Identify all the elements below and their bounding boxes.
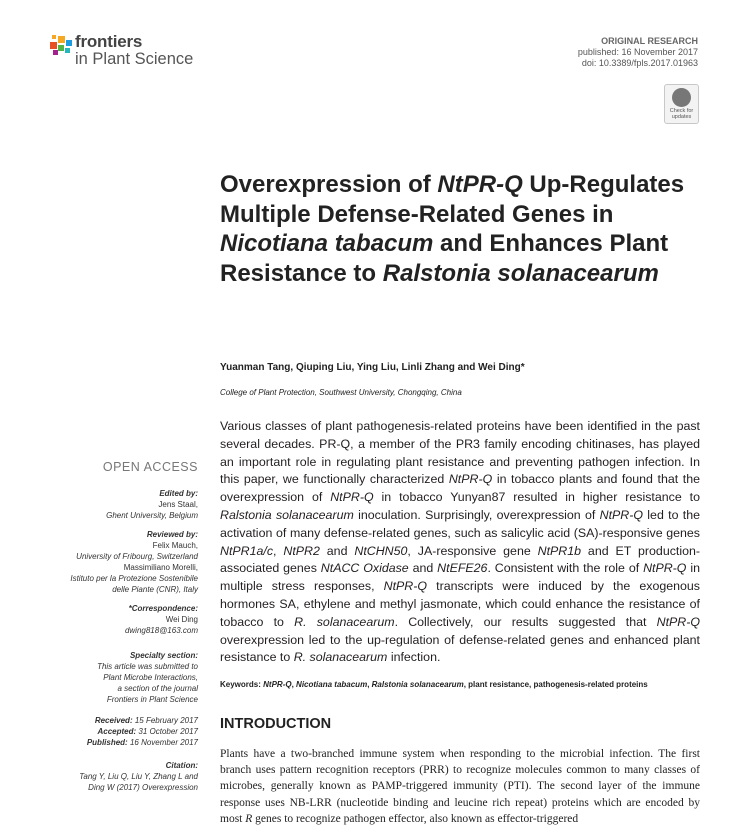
published-date: published: 16 November 2017 <box>577 47 698 57</box>
received-date: Received: 15 February 2017 <box>94 716 198 725</box>
article-title: Overexpression of NtPR-Q Up-Regulates Multiple Defense-Related Genes in Nicotiana tabacum and Enhances Plant Resistance to Ralstonia solanacearum <box>220 171 685 287</box>
logo-journal-name: in Plant Science <box>75 50 194 68</box>
frontiers-logo-icon <box>50 32 74 58</box>
title-gene: NtPR-Q <box>437 171 523 198</box>
reviewer-affiliation: University of Fribourg, Switzerland <box>76 552 198 561</box>
editor-name[interactable]: Jens Staal, <box>158 500 198 509</box>
specialty-line: Plant Microbe Interactions, <box>103 673 198 682</box>
editor-affiliation: Ghent University, Belgium <box>106 511 198 520</box>
doi[interactable]: doi: 10.3389/fpls.2017.01963 <box>581 58 698 68</box>
edited-by-label: Edited by: <box>159 489 198 498</box>
keywords: Keywords: NtPR-Q, Nicotiana tabacum, Ralstonia solanacearum, plant resistance, pathogenesis-related proteins <box>220 680 648 689</box>
title-species: Nicotiana tabacum <box>220 230 434 257</box>
correspondence-label: *Correspondence: <box>128 604 198 613</box>
title-pathogen: Ralstonia solanacearum <box>382 259 659 287</box>
correspondence-email[interactable]: dwing818@163.com <box>124 626 198 635</box>
specialty-line: a section of the journal <box>117 684 198 693</box>
reviewer-affiliation: Istituto per la Protezione Sostenibile <box>70 574 198 583</box>
specialty-line: This article was submitted to <box>97 662 198 671</box>
abstract: Various classes of plant pathogenesis-related proteins have been identified in the past several decades. PR-Q, a member of the PR3 family encoding chitinases, has played an important role in regulating plant resistance and preventing pathogen infection. In this paper, we functionally characterized NtPR-Q in tobacco plants and found that the overexpression of NtPR-Q in tobacco Yunyan87 resulted in higher resistance to Ralstonia solanacearum inoculation. Surprisingly, overexpression of NtPR-Q led to the activation of many defense-related genes, such as salicylic acid (SA)-responsive genes NtPR1a/c, NtPR2 and NtCHN50, JA-responsive gene NtPR1b and ET production-associated genes NtACC Oxidase and NtEFE26. Consistent with the role of NtPR-Q in multiple stress responses, NtPR-Q transcripts were induced by the exogenous hormones SA, ethylene and methyl jasmonate, which could enhance the resistance of tobacco to R. solanacearum. Collectively, our results suggested that NtPR-Q overexpression led to the up-regulation of defense-related genes and enhanced plant resistance to R. solanacearum infection. <box>220 419 701 665</box>
journal-logo[interactable] <box>50 30 210 70</box>
citation-line: Ding W (2017) Overexpression <box>88 783 198 792</box>
section-heading: INTRODUCTION <box>220 716 332 732</box>
open-access-label: OPEN ACCESS <box>102 460 198 474</box>
reviewer-affiliation: delle Piante (CNR), Italy <box>112 585 198 594</box>
affiliation: College of Plant Protection, Southwest University, Chongqing, China <box>220 388 462 397</box>
specialty-label: Specialty section: <box>129 651 198 660</box>
reviewer-name[interactable]: Massimiliano Morelli, <box>123 563 198 572</box>
citation-line: Tang Y, Liu Q, Liu Y, Zhang L and <box>79 772 198 781</box>
check-updates-button[interactable] <box>664 84 699 124</box>
logo-brand: frontiers <box>75 32 143 51</box>
specialty-line: Frontiers in Plant Science <box>106 695 198 704</box>
reviewed-by-label: Reviewed by: <box>146 530 198 539</box>
correspondence-name: Wei Ding <box>165 615 198 624</box>
reviewer-name[interactable]: Felix Mauch, <box>152 541 198 550</box>
accepted-date: Accepted: 31 October 2017 <box>97 727 198 736</box>
article-type: ORIGINAL RESEARCH <box>601 36 698 46</box>
article-sidebar <box>28 462 198 793</box>
intro-paragraph: Plants have a two-branched immune system when responding to the microbial infection. The first branch uses pattern recognition receptors (PRR) to recognize molecules common to many classes of microbes, generally known as PAMP-triggered immunity (PTI). The second layer of the immune response uses NB-LRR (nucleotide binding and leucine rich repeat) proteins which are encoded by most R genes to recognize pathogen effector, also known as effector-triggered <box>220 748 700 825</box>
published-date-sidebar: Published: 16 November 2017 <box>86 738 198 747</box>
article-header <box>578 36 698 69</box>
check-updates-icon <box>672 88 691 107</box>
author-list: Yuanman Tang, Qiuping Liu, Ying Liu, Linli Zhang and Wei Ding* <box>220 362 525 373</box>
citation-label: Citation: <box>165 761 198 770</box>
check-updates-label: Check for updates <box>669 108 694 120</box>
